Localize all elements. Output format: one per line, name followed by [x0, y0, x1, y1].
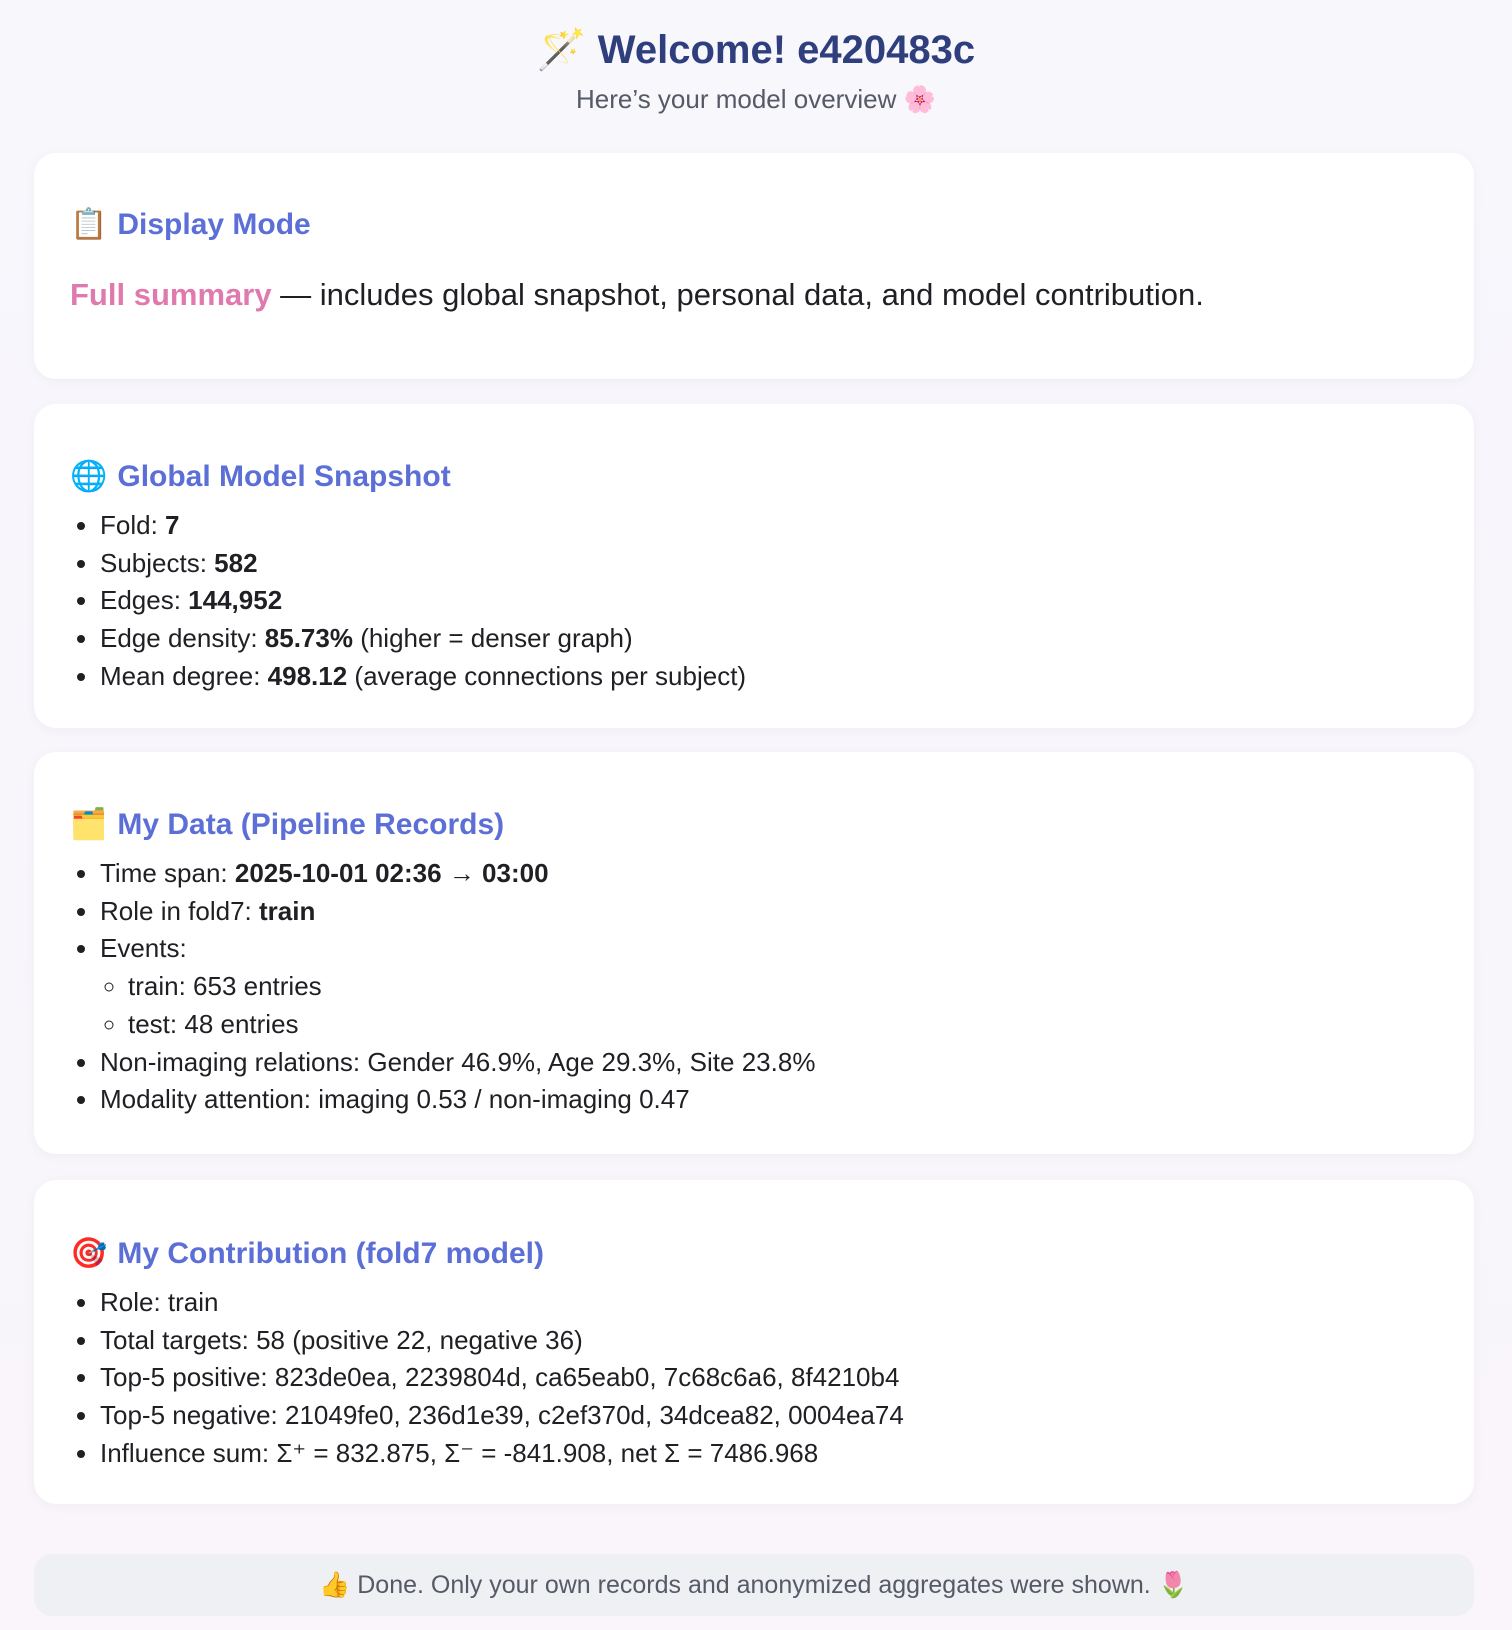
contribution-heading [70, 1236, 1438, 1272]
display-mode-line [70, 275, 1438, 315]
page-header [0, 0, 1512, 120]
edges-label: Edges: [100, 585, 189, 616]
events-list [100, 968, 1438, 1043]
contribution-card [34, 1180, 1474, 1504]
footer-banner: 👍 Done. Only your own records and anonymized aggregates were shown. 🌷 [34, 1554, 1474, 1616]
list-item [100, 582, 1438, 620]
fold-label: Fold: [100, 510, 166, 540]
display-mode-heading [70, 207, 1438, 243]
clipboard-icon: 📋 [70, 208, 108, 241]
mode-description: — includes global snapshot, personal data, and model contribution. [271, 277, 1204, 312]
display-mode-title: Display Mode [117, 208, 311, 241]
list-item [100, 658, 1438, 696]
contribution-list [70, 1284, 1438, 1473]
display-mode-card [34, 153, 1474, 379]
my-data-card [34, 752, 1474, 1154]
edges-value: 144,952 [188, 585, 283, 616]
folder-icon: 🗂️ [70, 808, 108, 841]
my-data-title: My Data (Pipeline Records) [117, 808, 505, 841]
list-item [100, 620, 1438, 658]
list-item [100, 855, 1438, 893]
contribution-title: My Contribution (fold7 model) [117, 1237, 544, 1270]
list-item [100, 893, 1438, 931]
timespan-value: 2025-10-01 02:36 → 03:00 [234, 858, 549, 888]
list-item [100, 930, 1438, 1043]
my-data-heading [70, 807, 1438, 843]
list-item: • Influence sum: Σ⁺ = 832.875, Σ⁻ = -841.908, net Σ = 7486.968 [100, 1435, 1438, 1473]
list-item: ◦ train: 653 entries [128, 968, 1438, 1006]
list-item [100, 507, 1438, 545]
my-data-list [70, 855, 1438, 1119]
timespan-label: Time span: [100, 858, 235, 888]
events-label: Events: [100, 933, 187, 964]
target-icon: 🎯 [70, 1237, 108, 1270]
density-label: Edge density: [100, 623, 265, 654]
list-item: • Role: train [100, 1284, 1438, 1322]
list-item: • Non-imaging relations: Gender 46.9%, Age 29.3%, Site 23.8% [100, 1044, 1438, 1082]
globe-icon: 🌐 [70, 460, 108, 493]
list-item: • Total targets: 58 (positive 22, negative 36) [100, 1322, 1438, 1360]
density-value: 85.73% [264, 623, 353, 654]
list-item: ◦ test: 48 entries [128, 1006, 1438, 1044]
list-item [100, 545, 1438, 583]
role-value: train [258, 895, 316, 926]
subjects-value: 582 [214, 547, 258, 578]
list-item: • Top-5 negative: 21049fe0, 236d1e39, c2ef370d, 34dcea82, 0004ea74 [100, 1397, 1438, 1435]
degree-label: Mean degree: [100, 660, 268, 691]
list-item: • Top-5 positive: 823de0ea, 2239804d, ca65eab0, 7c68c6a6, 8f4210b4 [100, 1359, 1438, 1397]
global-snapshot-list [70, 507, 1438, 696]
list-item: • Modality attention: imaging 0.53 / non-imaging 0.47 [100, 1081, 1438, 1119]
subjects-label: Subjects: [100, 547, 215, 578]
global-snapshot-card [34, 404, 1474, 728]
mode-label: Full summary [70, 277, 272, 312]
page-title: 🪄 Welcome! e420483c [536, 28, 976, 72]
density-note: (higher = denser graph) [352, 623, 633, 654]
global-snapshot-heading [70, 459, 1438, 495]
fold-value: 7 [165, 510, 180, 540]
degree-value: 498.12 [267, 660, 348, 691]
page-subtitle: Here’s your model overview 🌸 [576, 84, 936, 114]
global-snapshot-title: Global Model Snapshot [117, 460, 451, 493]
degree-note: (average connections per subject) [347, 660, 747, 691]
role-label: Role in fold7: [100, 895, 259, 926]
